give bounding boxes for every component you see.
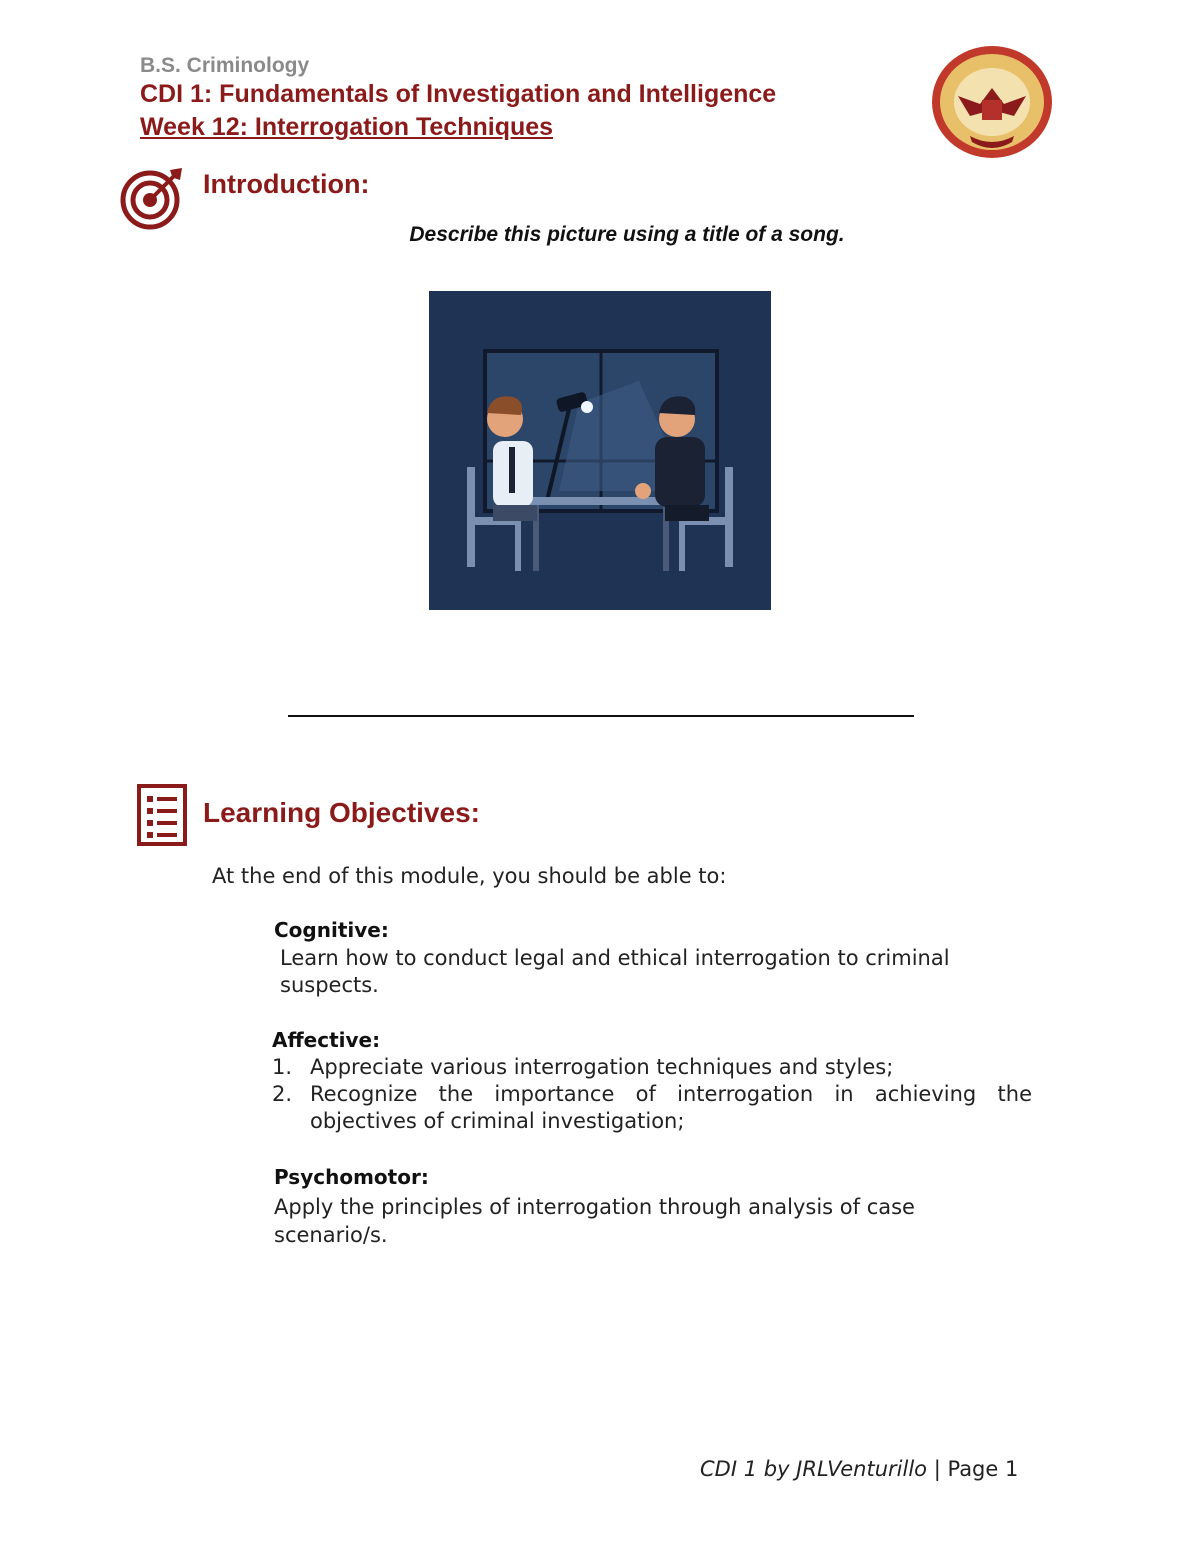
list-item — [272, 1054, 1032, 1081]
interrogation-illustration — [429, 291, 771, 610]
affective-heading: Affective: — [272, 1028, 381, 1052]
list-item-number: 2. — [272, 1082, 293, 1106]
college-seal-logo — [930, 44, 1054, 160]
footer-author: CDI 1 by JRLVenturillo — [700, 1457, 928, 1481]
introduction-prompt: Describe this picture using a title of a song. — [409, 223, 845, 246]
list-item — [272, 1081, 1032, 1135]
week-title: Week 12: Interrogation Techniques — [140, 113, 554, 141]
introduction-heading: Introduction: — [203, 169, 370, 199]
list-item-text: Appreciate various interrogation techniques and styles; — [310, 1055, 894, 1079]
cognitive-text: Learn how to conduct legal and ethical interrogation to criminal suspects. — [280, 946, 950, 997]
page-footer — [700, 1457, 1018, 1481]
psychomotor-heading: Psychomotor: — [274, 1165, 429, 1189]
psychomotor-text: Apply the principles of interrogation through analysis of case scenario/s. — [274, 1195, 915, 1247]
footer-page-number: Page 1 — [947, 1457, 1019, 1481]
objectives-heading: Learning Objectives: — [203, 797, 480, 828]
cognitive-heading: Cognitive: — [274, 918, 389, 942]
objectives-intro: At the end of this module, you should be able to: — [212, 864, 727, 888]
answer-line — [288, 715, 914, 717]
list-item-number: 1. — [272, 1055, 293, 1079]
affective-list — [272, 1054, 1032, 1135]
checklist-icon — [137, 784, 187, 846]
course-title: CDI 1: Fundamentals of Investigation and Intelligence — [140, 80, 777, 108]
footer-separator: | — [927, 1457, 948, 1481]
program-label: B.S. Criminology — [140, 54, 310, 77]
target-icon — [120, 164, 186, 230]
list-item-text: Recognize the importance of interrogation in achieving the objectives of criminal investigation; — [310, 1082, 1032, 1133]
